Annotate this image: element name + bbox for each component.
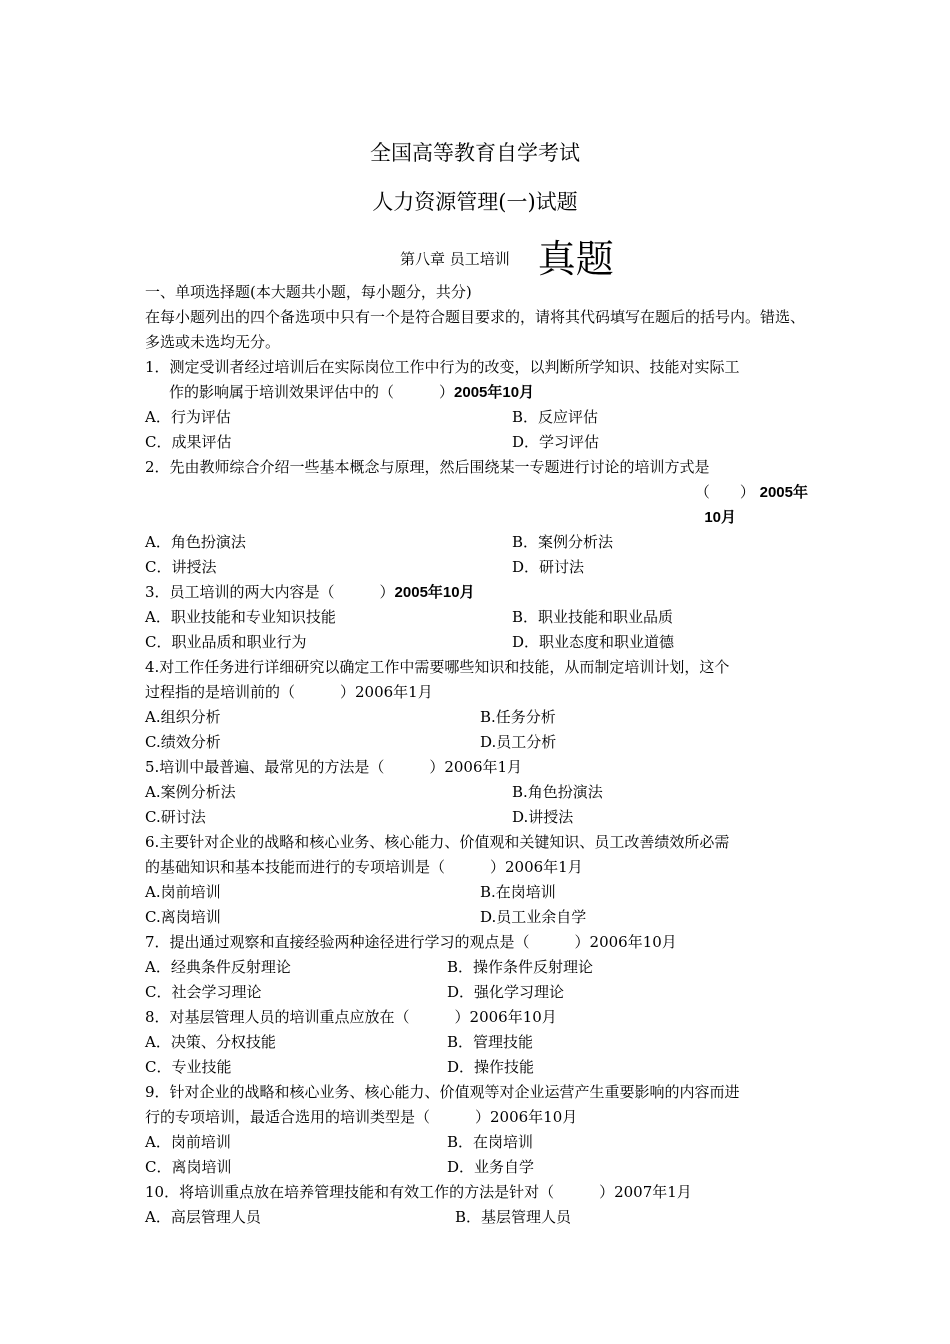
option-a: A．决策、分权技能 [145, 1033, 276, 1051]
question-2-options-row [145, 555, 810, 580]
option-c: C.研讨法 [145, 808, 206, 826]
option-a: A．高层管理人员 [145, 1208, 261, 1226]
option-a: A.案例分析法 [145, 783, 236, 801]
option-b: B．基层管理人员 [455, 1208, 572, 1226]
question-9-stem: 9．针对企业的战略和核心业务、核心能力、价值观等对企业运营产生重要影响的内容而进 [145, 1083, 740, 1101]
chapter-heading [400, 228, 614, 283]
option-c: C．职业品质和职业行为 [145, 633, 307, 651]
question-9-options-row [145, 1155, 810, 1180]
option-a: A.组织分析 [145, 708, 221, 726]
option-c: C．离岗培训 [145, 1158, 232, 1176]
option-d: D.讲授法 [512, 808, 574, 826]
option-c: C．社会学习理论 [145, 983, 262, 1001]
option-c: C．讲授法 [145, 558, 217, 576]
option-b: B．案例分析法 [512, 533, 614, 551]
question-9-stem-cont: 行的专项培训，最适合选用的培训类型是（ ）2006年10月 [145, 1108, 578, 1126]
question-3-stem-text: 3．员工培训的两大内容是（ ） [145, 583, 395, 601]
question-2-date: 2005年 [759, 484, 808, 501]
option-d: D．研讨法 [512, 558, 585, 576]
question-3-date: 2005年10月 [394, 584, 475, 601]
question-1-options-row [145, 405, 810, 430]
option-c: C．成果评估 [145, 433, 232, 451]
question-6-options-row [145, 880, 810, 905]
option-d: D．业务自学 [447, 1158, 535, 1176]
question-6-stem-cont: 的基础知识和基本技能而进行的专项培训是（ ）2006年1月 [145, 858, 583, 876]
question-10-options-row [145, 1205, 810, 1230]
option-b: B．在岗培训 [447, 1133, 534, 1151]
question-10-stem: 10．将培训重点放在培养管理技能和有效工作的方法是针对（ ）2007年1月 [145, 1183, 692, 1201]
option-b: B.在岗培训 [480, 883, 556, 901]
question-5-options-row [145, 805, 810, 830]
option-b: B．职业技能和职业品质 [512, 608, 674, 626]
option-a: A．岗前培训 [145, 1133, 231, 1151]
option-b: B．管理技能 [447, 1033, 534, 1051]
option-a: A．经典条件反射理论 [145, 958, 291, 976]
question-3-options-row [145, 630, 810, 655]
question-2-date-month: 10月 [704, 509, 736, 526]
option-b: B.角色扮演法 [512, 783, 603, 801]
paper-title: 人力资源管理(一)试题 [372, 190, 578, 214]
question-7-options-row [145, 980, 810, 1005]
question-4-options-row [145, 705, 810, 730]
question-2-stem: 2．先由教师综合介绍一些基本概念与原理，然后围绕某一专题进行讨论的培训方式是 [145, 458, 710, 476]
question-8-options-row [145, 1030, 810, 1055]
option-a: A．行为评估 [145, 408, 231, 426]
option-b: B.任务分析 [480, 708, 556, 726]
question-body [145, 280, 810, 1230]
question-1-stem: 1．测定受训者经过培训后在实际岗位工作中行为的改变，以判断所学知识、技能对实际工 [145, 358, 740, 376]
option-d: D．强化学习理论 [447, 983, 565, 1001]
question-1-stem-text: 作的影响属于培训效果评估中的（ ） [169, 383, 455, 401]
question-1-stem-cont [145, 380, 810, 405]
option-d: D．职业态度和职业道德 [512, 633, 675, 651]
question-4-stem: 4.对工作任务进行详细研究以确定工作中需要哪些知识和技能，从而制定培训计划，这个 [145, 658, 730, 676]
question-7-stem: 7．提出通过观察和直接经验两种途径进行学习的观点是（ ）2006年10月 [145, 933, 677, 951]
question-2-stem-cont [145, 480, 810, 505]
question-1-options-row [145, 430, 810, 455]
option-d: D．操作技能 [447, 1058, 535, 1076]
question-6-options-row [145, 905, 810, 930]
question-3-stem [145, 580, 810, 605]
question-2-options-row [145, 530, 810, 555]
question-6-stem: 6.主要针对企业的战略和核心业务、核心能力、价值观和关键知识、员工改善绩效所必需 [145, 833, 730, 851]
question-7-options-row [145, 955, 810, 980]
real-exam-label: 真题 [537, 237, 614, 281]
section-instructions: 在每小题列出的四个备选项中只有一个是符合题目要求的，请将其代码填写在题后的括号内。错选、多选或未选均无分。 [145, 308, 806, 351]
question-4-options-row [145, 730, 810, 755]
option-b: B．操作条件反射理论 [447, 958, 594, 976]
question-2-date-cont [145, 505, 810, 530]
question-1-date: 2005年10月 [454, 384, 535, 401]
option-c: C.绩效分析 [145, 733, 221, 751]
chapter-title: 第八章 员工培训 [400, 250, 510, 268]
question-3-options-row [145, 605, 810, 630]
option-a: A．职业技能和专业知识技能 [145, 608, 336, 626]
option-b: B．反应评估 [512, 408, 599, 426]
question-8-options-row [145, 1055, 810, 1080]
question-5-stem: 5.培训中最普遍、最常见的方法是（ ）2006年1月 [145, 758, 523, 776]
option-d: D.员工分析 [480, 733, 557, 751]
question-5-options-row [145, 780, 810, 805]
question-9-options-row [145, 1130, 810, 1155]
option-c: C．专业技能 [145, 1058, 232, 1076]
question-4-stem-cont: 过程指的是培训前的（ ）2006年1月 [145, 683, 433, 701]
option-d: D．学习评估 [512, 433, 600, 451]
question-2-stem-text: （ ） [694, 483, 755, 501]
option-c: C.离岗培训 [145, 908, 221, 926]
option-d: D.员工业余自学 [480, 908, 587, 926]
exam-title: 全国高等教育自学考试 [370, 141, 580, 165]
section-heading: 一、单项选择题(本大题共小题，每小题分，共分) [145, 283, 472, 301]
option-a: A．角色扮演法 [145, 533, 246, 551]
question-8-stem: 8．对基层管理人员的培训重点应放在（ ）2006年10月 [145, 1008, 557, 1026]
option-a: A.岗前培训 [145, 883, 221, 901]
